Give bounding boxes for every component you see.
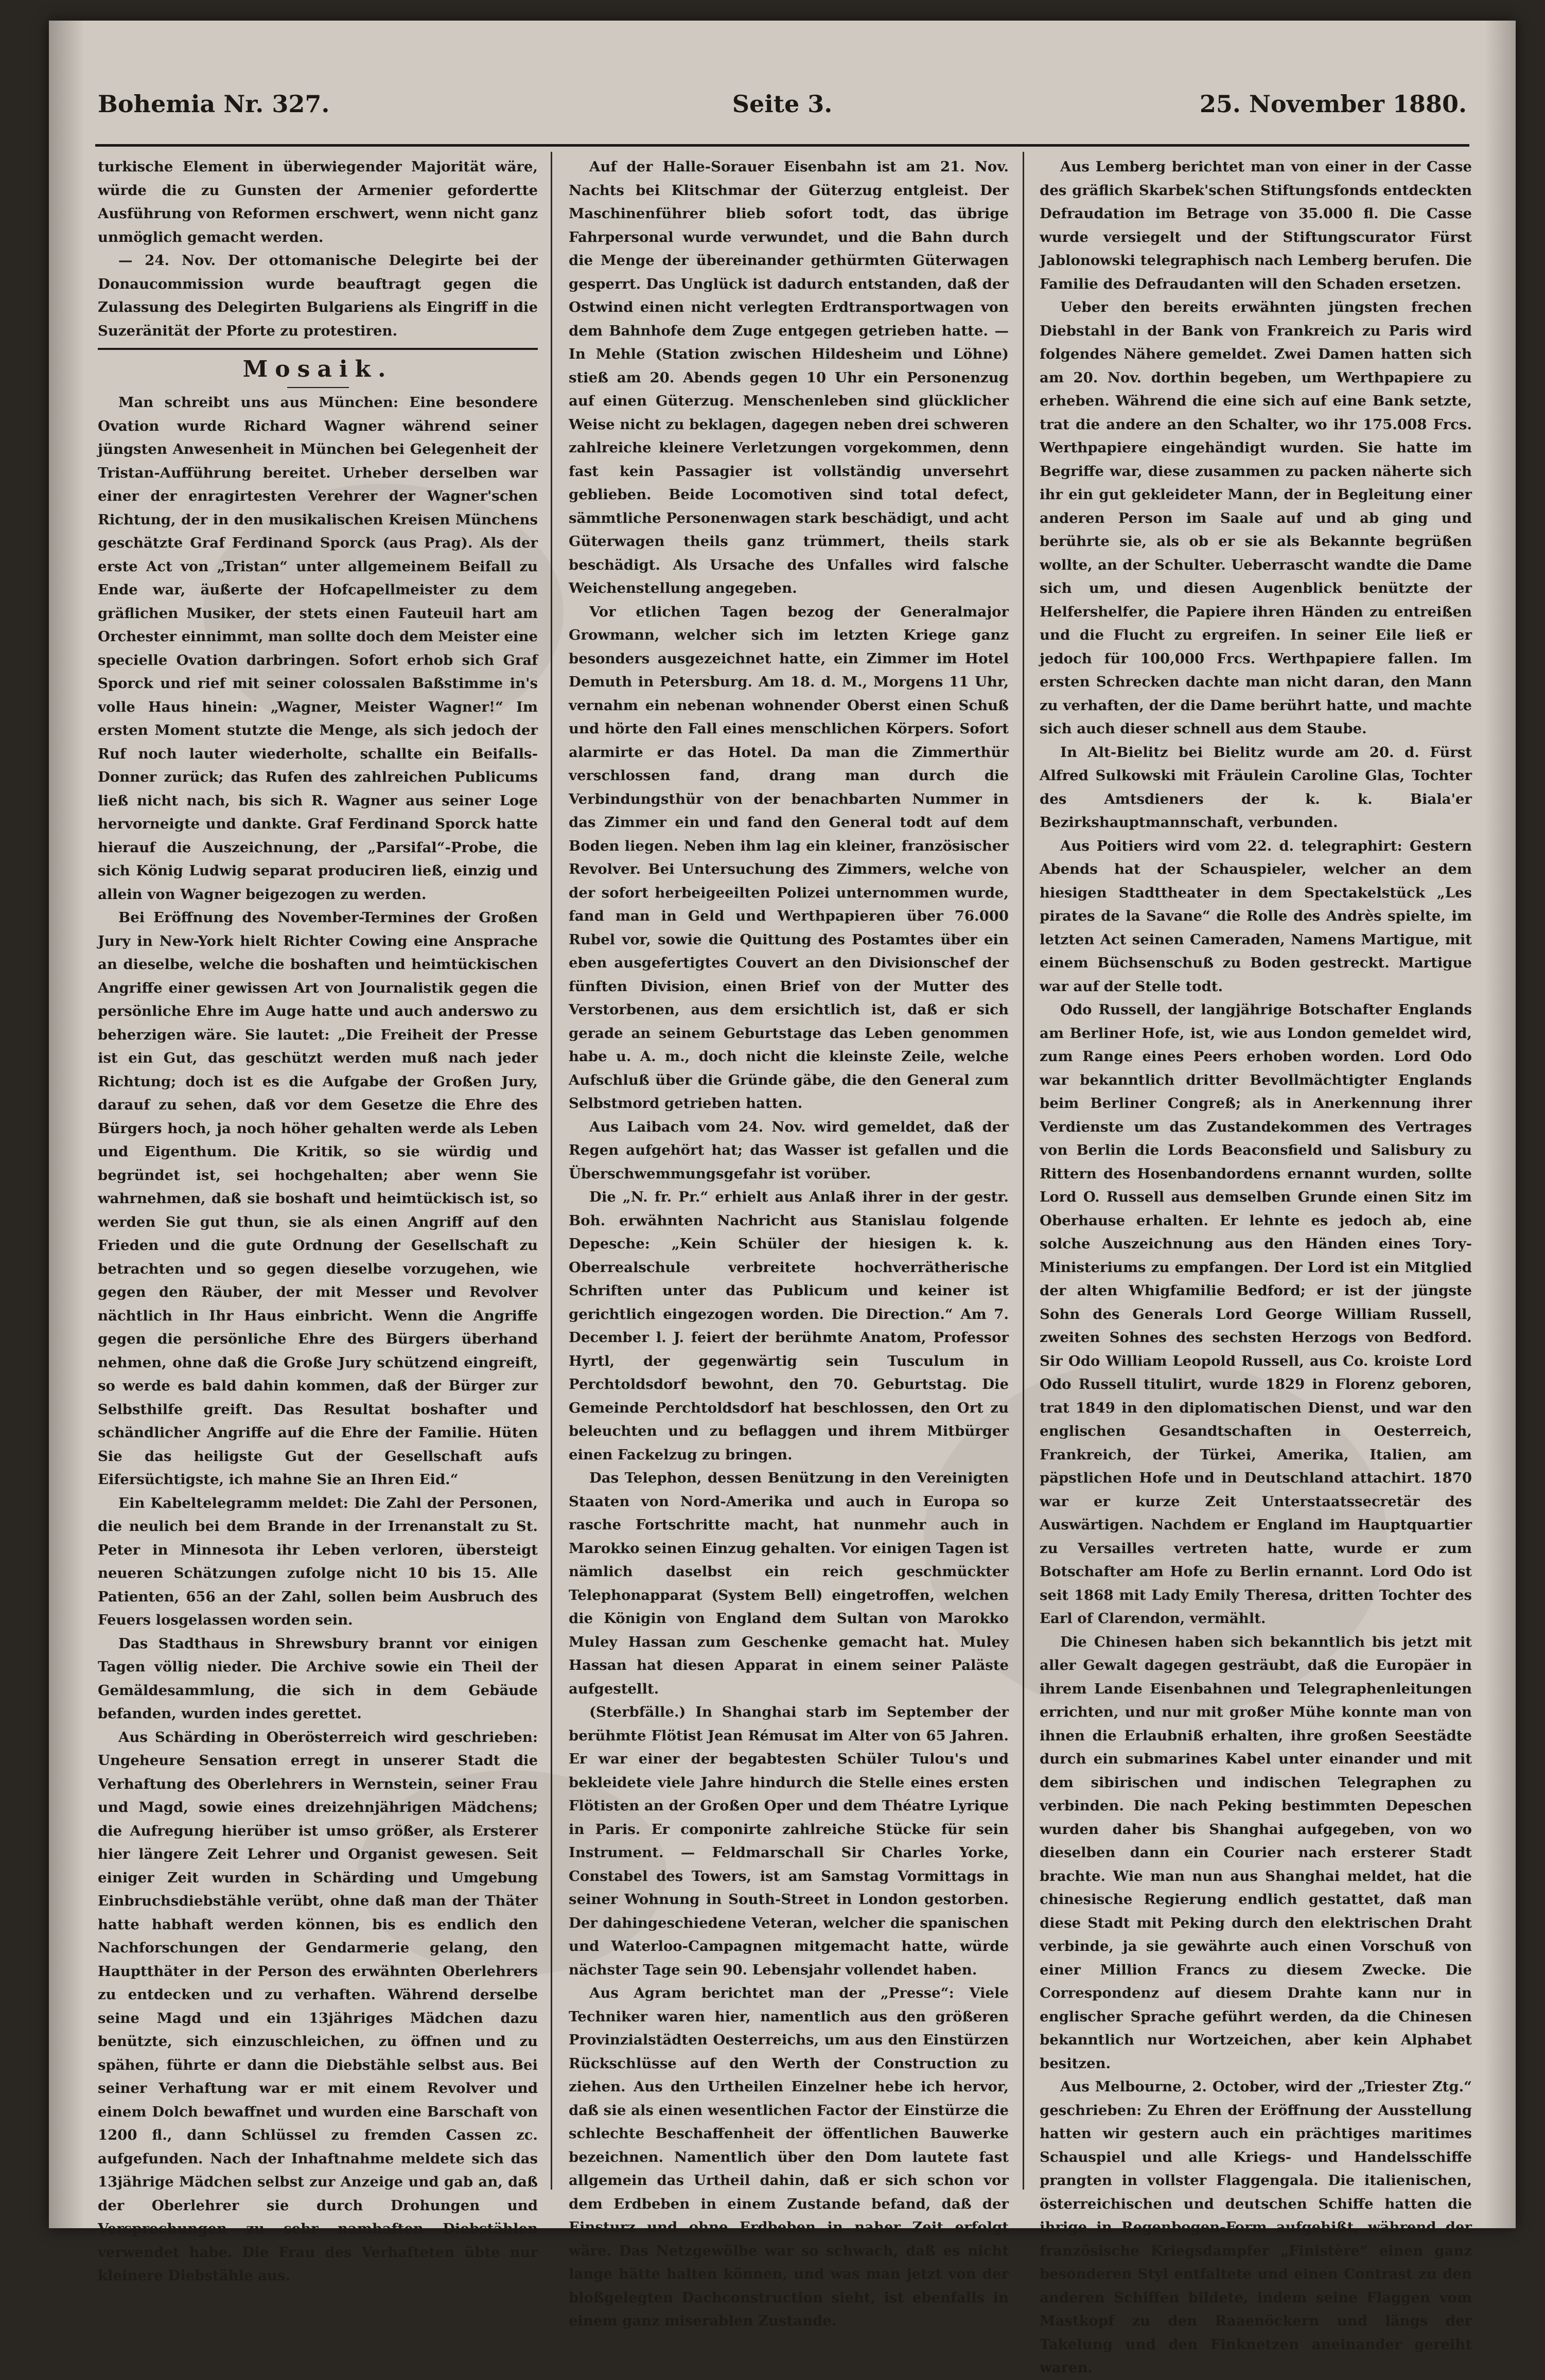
article-paragraph: Vor etlichen Tagen bezog der Generalmajor Growmann, welcher sich im letzten Kriege ganz besonders ausgezeichnet hatte, ein Zimmer im Hotel Demuth in Petersburg. Am 18. d. M., Morgens 11 Uhr, vernahm ein nebenan wohnender Oberst einen Schuß und hörte den Fall eines menschlichen Körpers. Sofort alarmirte er das Hotel. Da man die Zimmerthür verschlossen fand, drang man durch die Verbindungsthür von der benachbarten Nummer in das Zimmer ein und fand den General todt auf dem Boden liegen. Neben ihm lag ein kleiner, französischer Revolver. Bei Untersuchung des Zimmers, welche von der sofort herbeigeeilten Polizei unternommen wurde, fand man in Geld und Werthpapieren über 76.000 Rubel vor, sowie die Quittung des Postamtes über ein eben ausgefertigtes Couvert an den Divisionschef der fünften Division, einen Brief von der Mutter des Verstorbenen, aus dem ersichtlich ist, daß er sich gerade an seinem Geburtstage das Leben genommen habe u. A. m., doch nicht die kleinste Zeile, welche Aufschluß über die Gründe gäbe, die den General zum Selbstmord getrieben hatten. [569, 603, 1009, 1112]
page-header [98, 90, 1467, 131]
article-paragraph: turkische Element in überwiegender Majorität wäre, würde die zu Gunsten der Armenier gefordertte Ausführung von Reformen erschwert, wenn nicht ganz unmöglich gemacht werden. [98, 158, 538, 245]
header-issue: Bohemia Nr. 327. [98, 90, 330, 118]
article-paragraph: Die „N. fr. Pr.“ erhielt aus Anlaß ihrer in der gestr. Boh. erwähnten Nachricht aus Stanislau folgende Depesche: „Kein Schüler der hiesigen k. k. Oberrealschule verbreitete hochverrätherische Schriften unter das Publicum und keiner ist gerichtlich eingezogen worden. Die Direction.“ Am 7. December l. J. feiert der berühmte Anatom, Professor Hyrtl, der gegenwärtig sein Tusculum in Perchtoldsdorf bewohnt, den 70. Geburtstag. Die Gemeinde Perchtoldsdorf hat beschlossen, den Ort zu beleuchten und zu beflaggen und ihrem Mitbürger einen Fackelzug zu bringen. [569, 1189, 1009, 1463]
article-paragraph: Die Chinesen haben sich bekanntlich bis jetzt mit aller Gewalt dagegen gesträubt, daß die Europäer in ihrem Lande Eisenbahnen und Telegraphenleitungen errichten, und nur mit großer Mühe konnte man von ihnen die Erlaubniß erhalten, ihre großen Seestädte durch ein submarines Kabel unter einander und mit dem sibirischen und indischen Telegraphen zu verbinden. Die nach Peking bestimmten Depeschen wurden daher bis Shanghai aufgegeben, von wo dieselben dann ein Courier nach ersterer Stadt brachte. Wie man nun aus Shanghai meldet, hat die chinesische Regierung endlich gestattet, daß man diese Stadt mit Peking durch den elektrischen Draht verbinde, ja sie gewährte auch einen Vorschuß von einer Million Francs zu diesem Zwecke. Die Correspondenz auf diesem Drahte kann nur in englischer Sprache geführt werden, da die Chinesen bekanntlich nur Wortzeichen, aber kein Alphabet besitzen. [1040, 1633, 1472, 2072]
column-3 [1040, 155, 1472, 2376]
article-paragraph: Bei Eröffnung des November-Termines der Großen Jury in New-York hielt Richter Cowing eine Ansprache an dieselbe, welche die boshaften und heimtückischen Angriffe einer gewissen Art von Journalistik gegen die persönliche Ehre im Auge hatte und auch anderswo zu beherzigen wäre. Sie lautet: „Die Freiheit der Presse ist ein Gut, das geschützt werden muß nach jeder Richtung; doch ist es die Aufgabe der Großen Jury, darauf zu sehen, daß vor dem Gesetze die Ehre des Bürgers hoch, ja noch höher gehalten werde als Leben und Eigenthum. Die Kritik, so sie würdig und begründet ist, sei hochgehalten; aber wenn Sie wahrnehmen, daß sie boshaft und heimtückisch ist, so werden Sie gut thun, sie als einen Angriff auf den Frieden und die gute Ordnung der Gesellschaft zu betrachten und so gegen dieselbe vorzugehen, wie gegen den Räuber, der mit Messer und Revolver nächtlich in Ihr Haus einbricht. Wenn die Angriffe gegen die persönliche Ehre des Bürgers überhand nehmen, ohne daß die Große Jury schützend eingreift, so werde es bald dahin kommen, daß der Bürger zur Selbsthilfe greift. Das Resultat boshafter und schändlicher Angriffe auf die Ehre der Familie. Hüten Sie das heiligste Gut der Gesellschaft aufs Eifersüchtigste, ich mahne Sie an Ihren Eid.“ [98, 909, 538, 1488]
article-paragraph: Das Stadthaus in Shrewsbury brannt vor einigen Tagen völlig nieder. Die Archive sowie ein Theil der Gemäldesammlung, die sich in dem Gebäude befanden, wurden indes gerettet. [98, 1635, 538, 1722]
section-rule [98, 348, 538, 350]
newspaper-page [49, 21, 1516, 2376]
section-title-mosaik: Mosaik. [242, 356, 393, 382]
article-paragraph: — 24. Nov. Der ottomanische Delegirte bei der Donaucommission wurde beauftragt gegen die Zulassung des Delegirten Bulgariens als Eingriff in die Suzeränität der Pforte zu protestiren. [98, 252, 538, 339]
column-divider [1023, 152, 1024, 2190]
title-underline [287, 387, 349, 388]
column-2 [569, 155, 1009, 2329]
article-paragraph: In Alt-Bielitz bei Bielitz wurde am 20. d. Fürst Alfred Sulkowski mit Fräulein Caroline Glas, Tochter des Amtsdieners der k. k. Biala'er Bezirkshauptmannschaft, verbunden. [1040, 744, 1472, 831]
article-paragraph: (Sterbfälle.) In Shanghai starb im September der berühmte Flötist Jean Rémusat im Alter von 65 Jahren. Er war einer der begabtesten Schüler Tulou's und bekleidete viele Jahre hindurch die Stelle eines ersten Flötisten an der Großen Oper und dem Théatre Lyrique in Paris. Er componirte zahlreiche Stücke für sein Instrument. — Feldmarschall Sir Charles Yorke, Constabel des Towers, ist am Samstag Vormittags in seiner Wohnung in South-Street in London gestorben. Der dahingeschiedene Veteran, welcher die spanischen und Waterloo-Campagnen mitgemacht hatte, würde nächster Tage sein 90. Lebensjahr vollendet haben. [569, 1704, 1009, 1978]
column-1 [98, 155, 538, 2284]
article-paragraph: Ein Kabeltelegramm meldet: Die Zahl der Personen, die neulich bei dem Brande in der Irrenanstalt zu St. Peter in Minnesota ihr Leben verloren, übersteigt neueren Schätzungen zufolge nicht 10 bis 15. Alle Patienten, 656 an der Zahl, sollen beim Ausbruch des Feuers losgelassen worden sein. [98, 1494, 538, 1628]
article-paragraph: Man schreibt uns aus München: Eine besondere Ovation wurde Richard Wagner während seiner jüngsten Anwesenheit in München bei Gelegenheit der Tristan-Aufführung bereitet. Urheber derselben war einer der enragirtesten Verehrer der Wagner'schen Richtung, der in den musikalischen Kreisen Münchens geschätzte Graf Ferdinand Sporck (aus Prag). Als der erste Act von „Tristan“ unter allgemeinem Beifall zu Ende war, äußerte der Hofcapellmeister zu dem gräflichen Musiker, der stets einen Fauteuil hart am Orchester einnimmt, man sollte doch dem Meister eine specielle Ovation darbringen. Sofort erhob sich Graf Sporck und rief mit seiner colossalen Baßstimme in's volle Haus hinein: „Wagner, Meister Wagner!“ Im ersten Moment stutzte die Menge, als sich jedoch der Ruf noch lauter wiederholte, schallte ein Beifalls-Donner zurück; das Rufen des zahlreichen Publicums ließ nicht nach, bis sich R. Wagner aus seiner Loge hervorneigte und dankte. Graf Ferdinand Sporck hatte hierauf die Auszeichnung, der „Parsifal“-Probe, die sich König Ludwig separat produciren ließ, einzig und allein von Wagner beigezogen zu werden. [98, 394, 538, 903]
article-paragraph: Aus Melbourne, 2. October, wird der „Triester Ztg.“ geschrieben: Zu Ehren der Eröffnung der Ausstellung hatten wir gestern auch ein prächtiges maritimes Schauspiel und alle Kriegs- und Handelsschiffe prangten in vollster Flaggengala. Die italienischen, österreichischen und deutschen Schiffe hatten die ihrige in Regenbogen-Form aufgehißt, während der französische Kriegsdampfer „Finistère“ einen ganz besonderen Styl entfaltete und einen Contrast zu den anderen Schiffen bildete, indem seine Flaggen vom Mastkopf zu den Raaenöckern und längs der Takelung und den Finknetzen aneinander gereiht waren. [1040, 2078, 1472, 2376]
header-rule [95, 144, 1469, 147]
article-paragraph: Odo Russell, der langjährige Botschafter Englands am Berliner Hofe, ist, wie aus London gemeldet wird, zum Range eines Peers erhoben worden. Lord Odo war bekanntlich dritter Bevollmächtigter Englands beim Berliner Congreß; als in Anerkennung ihrer Verdienste um das Zustandekommen des Vertrages von Berlin die Lords Beaconsfield und Salisbury zu Rittern des Hosenbandordens ernannt wurden, sollte Lord O. Russell aus demselben Grunde einen Sitz im Oberhause erhalten. Er lehnte es jedoch ab, eine solche Auszeichnung aus den Händen eines Tory-Ministeriums zu empfangen. Der Lord ist ein Mitglied der alten Whigfamilie Bedford; er ist der jüngste Sohn des Generals Lord George William Russell, zweiten Sohnes des sechsten Herzogs von Bedford. Sir Odo William Leopold Russell, aus Co. kroiste Lord Odo Russell titulirt, wurde 1829 in Florenz geboren, trat 1849 in den diplomatischen Dienst, und war den englischen Gesandtschaften in Oesterreich, Frankreich, der Türkei, Amerika, Italien, am päpstlichen Hofe und in Deutschland attachirt. 1870 war er kurze Zeit Unterstaatssecretär des Auswärtigen. Nachdem er England im Hauptquartier zu Versailles vertreten hatte, wurde er zum Botschafter am Hofe zu Berlin ernannt. Lord Odo ist seit 1868 mit Lady Emily Theresa, dritten Tochter des Earl of Clarendon, vermählt. [1040, 1001, 1472, 1627]
article-paragraph: Aus Agram berichtet man der „Presse“: Viele Techniker waren hier, namentlich aus den größeren Provinzialstädten Oesterreichs, um aus den Einstürzen Rückschlüsse auf den Werth der Construction zu ziehen. Aus den Urtheilen Einzelner hebe ich hervor, daß sie als einen wesentlichen Factor der Einstürze die schlechte Beschaffenheit der öffentlichen Bauwerke bezeichnen. Namentlich über den Dom lautete fast allgemein das Urtheil dahin, daß er sich schon vor dem Erdbeben in einem Zustande befand, daß der Einsturz und ohne Erdbeben in naher Zeit erfolgt wäre. Das Netzgewölbe war so schwach, daß es nicht lange hätte halten können, und was man jetzt von der bloßgelegten Dachconstruction sieht, ist ebenfalls in einem ganz miserablen Zustande. [569, 1985, 1009, 2329]
article-paragraph: Aus Poitiers wird vom 22. d. telegraphirt: Gestern Abends hat der Schauspieler, welcher an dem hiesigen Stadttheater in dem Spectakelstück „Les pirates de la Savane“ die Rolle des Andrès spielte, im letzten Act seinen Cameraden, Namens Martigue, mit einem Büchsenschuß zu Boden gestreckt. Martigue war auf der Stelle todt. [1040, 837, 1472, 995]
header-page-number: Seite 3. [732, 90, 833, 118]
article-paragraph: Aus Lemberg berichtet man von einer in der Casse des gräflich Skarbek'schen Stiftungsfonds entdeckten Defraudation im Betrage von 35.000 fl. Die Casse wurde versiegelt und der Stiftungscurator Fürst Jablonowski telegraphisch nach Lemberg berufen. Die Familie des Defraudanten will den Schaden ersetzen. [1040, 158, 1472, 292]
header-date: 25. November 1880. [1199, 90, 1467, 118]
article-paragraph: Auf der Halle-Sorauer Eisenbahn ist am 21. Nov. Nachts bei Klitschmar der Güterzug entgleist. Der Maschinenführer blieb sofort todt, das übrige Fahrpersonal wurde verwundet, und die Bahn durch die Menge der übereinander gethürmten Güterwagen gesperrt. Das Unglück ist dadurch entstanden, daß der Ostwind einen nicht verlegten Erdtransportwagen von dem Bahnhofe dem Zuge entgegen getrieben hatte. — In Mehle (Station zwischen Hildesheim und Löhne) stieß am 20. Abends gegen 10 Uhr ein Personenzug auf einen Güterzug. Menschenleben sind glücklicher Weise nicht zu beklagen, dagegen neben drei schweren zahlreiche kleinere Verletzungen vorgekommen, denn fast kein Passagier ist vollständig unversehrt geblieben. Beide Locomotiven sind total defect, sämmtliche Personenwagen stark beschädigt, und acht Güterwagen theils ganz trümmert, theils stark beschädigt. Als Ursache des Unfalles wird falsche Weichenstellung angegeben. [569, 158, 1009, 596]
column-divider [551, 152, 552, 2190]
article-paragraph: Das Telephon, dessen Benützung in den Vereinigten Staaten von Nord-Amerika und auch in Europa so rasche Fortschritte macht, hat nunmehr auch in Marokko seinen Einzug gehalten. Vor einigen Tagen ist nämlich daselbst ein reich geschmückter Telephonapparat (System Bell) eingetroffen, welchen die Königin von England dem Sultan von Marokko Muley Hassan zum Geschenke gemacht hat. Muley Hassan hat diesen Apparat in einem seiner Paläste aufgestellt. [569, 1470, 1009, 1697]
article-paragraph: Ueber den bereits erwähnten jüngsten frechen Diebstahl in der Bank von Frankreich zu Paris wird folgendes Nähere gemeldet. Zwei Damen hatten sich am 20. Nov. dorthin begeben, um Werthpapiere zu erheben. Während die eine sich auf eine Bank setzte, trat die andere an den Schalter, wo ihr 175.008 Frcs. Werthpapiere eingehändigt wurden. Sie hatte im Begriffe war, diese zusammen zu packen näherte sich ihr ein gut gekleideter Mann, der in Begleitung einer anderen Person im Saale auf und ab ging und berührte sie, als ob er sie als Bekannte begrüßen wollte, an der Schulter. Ueberrascht wandte die Dame sich um, und diesen Augenblick benützte der Helfershelfer, die Papiere ihren Händen zu entreißen und die Flucht zu ergreifen. In seiner Eile ließ er jedoch für 100,000 Frcs. Werthpapiere fallen. Im ersten Schrecken dachte man nicht daran, den Mann zu verhaften, der die Dame berührt hatte, und machte sich auch dieser schnell aus dem Staube. [1040, 299, 1472, 737]
article-paragraph: Aus Laibach vom 24. Nov. wird gemeldet, daß der Regen aufgehört hat; das Wasser ist gefallen und die Überschwemmungsgefahr ist vorüber. [569, 1118, 1009, 1182]
article-paragraph: Aus Schärding in Oberösterreich wird geschrieben: Ungeheure Sensation erregt in unserer Stadt die Verhaftung des Oberlehrers in Wernstein, seiner Frau und Magd, sowie eines dreizehnjährigen Mädchens; die Aufregung hierüber ist umso größer, als Ersterer hier längere Zeit Lehrer und Organist gewesen. Seit einiger Zeit wurden in Schärding und Umgebung Einbruchsdiebstähle verübt, ohne daß man der Thäter hatte habhaft werden können, bis es endlich den Nachforschungen der Gendarmerie gelang, den Hauptthäter in der Person des erwähnten Oberlehrers zu entdecken und zu verhaften. Während derselbe seine Magd und ein 13jähriges Mädchen dazu benützte, sich einzuschleichen, zu öffnen und zu spähen, führte er dann die Diebstähle selbst aus. Bei seiner Verhaftung war er mit einem Revolver und einem Dolch bewaffnet und wurden eine Barschaft von 1200 fl., dann Schlüssel zu fremden Cassen zc. aufgefunden. Nach der Inhaftnahme meldete sich das 13jährige Mädchen selbst zur Anzeige und gab an, daß der Oberlehrer sie durch Drohungen und Versprechungen zu sehr namhaften Diebstählen verwendet habe. Die Frau des Verhafteten übte nur kleinere Diebstähle aus. [98, 1729, 538, 2284]
